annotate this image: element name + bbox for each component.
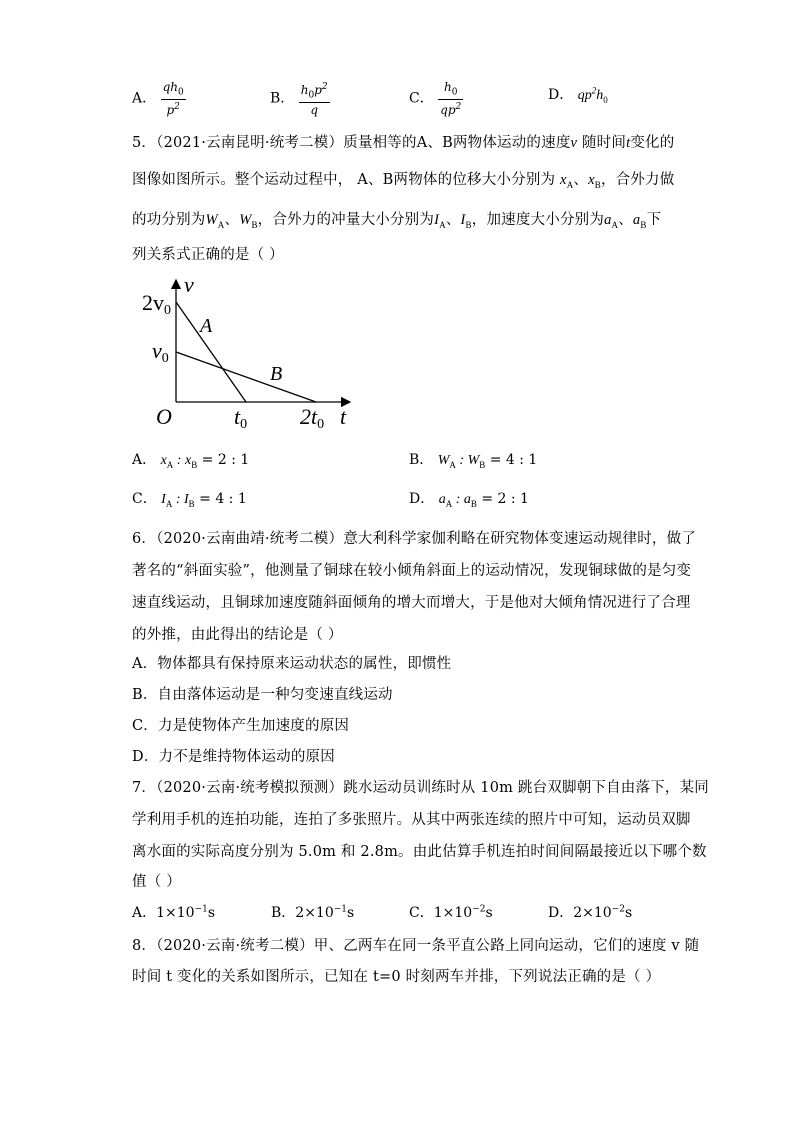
q5-line-2: 图像如图所示。整个运动过程中， A、B两物体的位移大小分别为 $x_A$、$x_B$，合外力做 <box>132 172 675 190</box>
line-a-label: A <box>200 315 213 337</box>
tick-label-2v0: 2v0 <box>142 290 171 318</box>
q6-line-3: 速直线运动，且铜球加速度随斜面倾角的增大而增大，于是他对大倾角情况进行了合理 <box>132 595 691 611</box>
tick-label-2t0: 2t0 <box>300 404 325 432</box>
q6-option-a[interactable]: A．物体都具有保持原来运动状态的属性，即惯性 <box>132 656 452 672</box>
q8-line-2: 时间 t 变化的关系如图所示，已知在 t=0 时刻两车并排，下列说法正确的是（ ） <box>132 969 661 985</box>
q4-option-a-fraction: $\frac{qh_0}{p^2}$ <box>162 80 184 118</box>
q7-line-4: 值（ ） <box>132 874 181 890</box>
q7-option-b[interactable]: B．$2\times 10^{-1}s$ <box>271 904 355 921</box>
q4-option-d[interactable]: D． $qp^2h_0$ <box>548 85 608 105</box>
q4-option-c[interactable]: C． $\frac{h_0}{qp^2}$ <box>409 80 462 118</box>
q8-line-1: 8．（2020·云南·统考二模）甲、乙两车在同一条平直公路上同向运动，它们的速度 v 随 <box>132 938 700 954</box>
q7-option-d[interactable]: D．$2\times 10^{-2}s$ <box>548 904 633 921</box>
origin-label: O <box>156 404 172 429</box>
q5-vt-graph <box>136 272 366 432</box>
q6-line-1: 6．（2020·云南曲靖·统考二模）意大利科学家伽利略在研究物体变速运动规律时，做了 <box>132 531 696 547</box>
q6-option-d[interactable]: D．力不是维持物体运动的原因 <box>132 749 335 765</box>
q4-option-c-fraction: $\frac{h_0}{qp^2}$ <box>440 80 462 118</box>
q7-option-c[interactable]: C．$1\times 10^{-2}s$ <box>409 904 493 921</box>
q5-option-b[interactable]: B． $W_A$ : $W_B = 4$ : 1 <box>409 452 538 470</box>
q7-option-a[interactable]: A．$1\times 10^{-1}s$ <box>132 904 216 921</box>
q7-line-2: 学利用手机的连拍功能，连拍了多张照片。从其中两张连续的照片中可知，运动员双脚 <box>132 812 691 828</box>
q5-option-c[interactable]: C． $I_A$ : $I_B = 4$ : 1 <box>132 491 247 509</box>
tick-label-v0: v0 <box>152 338 169 366</box>
axis-label-t: t <box>340 404 347 429</box>
q6-line-2: 著名的“斜面实验”，他测量了铜球在较小倾角斜面上的运动情况，发现铜球做的是匀变 <box>132 563 692 579</box>
q5-option-d[interactable]: D． $a_A$ : $a_B = 2$ : 1 <box>409 491 529 509</box>
q4-option-a[interactable]: A． $\frac{qh_0}{p^2}$ <box>132 80 184 118</box>
line-b-label: B <box>270 363 283 385</box>
q5-line-1: 5．（2021·云南昆明·统考二模）质量相等的A、B两物体运动的速度v 随时间t变化的 <box>132 135 675 151</box>
q6-option-c[interactable]: C．力是使物体产生加速度的原因 <box>132 718 350 734</box>
q6-option-b[interactable]: B．自由落体运动是一种匀变速直线运动 <box>132 687 393 703</box>
axis-label-v: v <box>184 272 194 297</box>
line-b <box>176 352 316 402</box>
tick-label-t0: t0 <box>234 404 248 432</box>
q7-line-1: 7．（2020·云南·统考模拟预测）跳水运动员训练时从 10m 跳台双脚朝下自由落下，某同 <box>132 780 710 796</box>
q6-line-4: 的外推，由此得出的结论是（ ） <box>132 627 343 643</box>
q5-option-a[interactable]: A． $x_A$ : $x_B = 2$ : 1 <box>132 452 250 470</box>
q7-line-3: 离水面的实际高度分别为 5.0m 和 2.8m。由此估算手机连拍时间间隔最接近以下哪个数 <box>132 844 707 860</box>
q5-line-4: 列关系式正确的是（ ） <box>132 247 284 263</box>
q5-line-3: 的功分别为$W_A$、$W_B$，合外力的冲量大小分别为$I_A$、$I_B$，加速度大小分别为$a_A$、$a_B$下 <box>132 212 662 230</box>
q4-option-b[interactable]: B． $\frac{h_0p^2}{q}$ <box>270 82 328 118</box>
q4-option-b-fraction: $\frac{h_0p^2}{q}$ <box>300 82 328 118</box>
